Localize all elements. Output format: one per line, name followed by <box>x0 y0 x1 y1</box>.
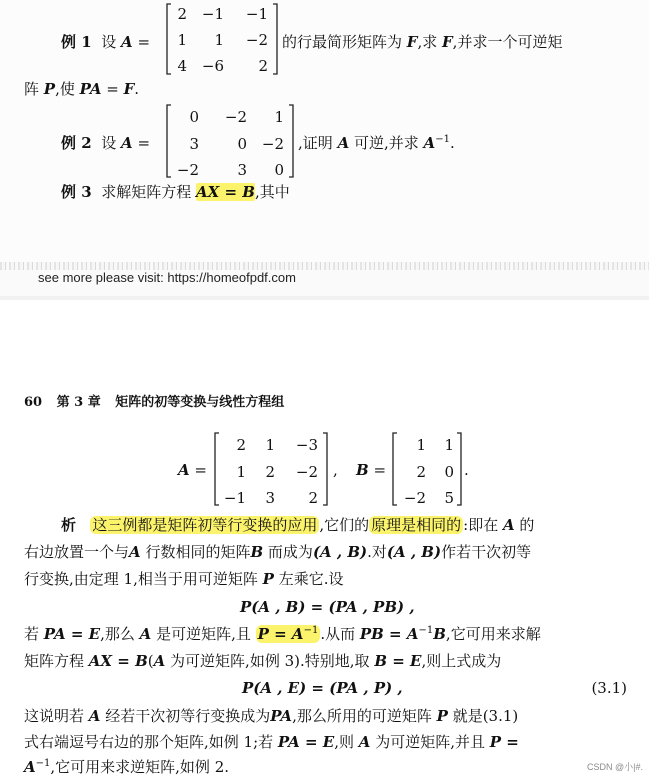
example-1-text: 的行最简形矩阵为 F,求 F,并求一个可逆矩 <box>282 33 563 51</box>
matrix-cell: 2 <box>265 463 275 481</box>
matrix-cell: −2 <box>224 108 247 126</box>
matrix-cell: 3 <box>237 161 247 179</box>
watermark-text: see more please visit: https://homeofpdf.com <box>38 270 296 285</box>
matrix-cell: 0 <box>237 135 247 153</box>
matrix-ex1 <box>166 3 278 75</box>
chapter-title: 矩阵的初等变换与线性方程组 <box>115 395 285 410</box>
matrix-cell: −6 <box>201 57 224 75</box>
example-3-label: 例 3 <box>61 183 92 201</box>
example-3-line: 例 3 求解矩阵方程 AX = B,其中 <box>61 183 290 201</box>
left-bracket <box>167 105 171 177</box>
matrix-cell: 3 <box>265 489 275 507</box>
highlight-principle: 这三例都是矩阵初等行变换的应用 <box>92 516 318 534</box>
matrix-cell: 1 <box>265 436 275 454</box>
matrix-cell: 5 <box>444 489 454 507</box>
analysis-line-3: 行变换,由定理 1,相当于用可逆矩阵 P 左乘它.设 <box>24 570 344 588</box>
left-bracket <box>393 433 397 505</box>
example-2-text: ,证明 A 可逆,并求 $A^{-1}$. <box>298 134 455 152</box>
matrix-cell: −2 <box>245 31 268 49</box>
matrix-cell: −1 <box>201 5 224 23</box>
chapter-number: 第 3 章 <box>56 395 101 410</box>
equation-number: (3.1) <box>591 679 627 697</box>
matrix-cell: −1 <box>245 5 268 23</box>
right-bracket <box>323 433 327 505</box>
matrix-cell: −1 <box>223 489 246 507</box>
analysis-line-1: 析 这三例都是矩阵初等行变换的应用 ,它们的 原理是相同的 :即在 A 的 <box>61 516 535 534</box>
matrix-cell: 0 <box>444 463 454 481</box>
matrix-cell: 3 <box>189 135 199 153</box>
matrix-cell: −2 <box>176 161 199 179</box>
matrix-b-label: B = <box>356 461 387 479</box>
matrix-cell: −2 <box>261 135 284 153</box>
matrix-cell: −2 <box>403 489 426 507</box>
matrix-cell: 4 <box>177 57 187 75</box>
example-1-line: 例 1 设 A = <box>61 33 151 51</box>
left-bracket <box>215 433 219 505</box>
page-number: 60 <box>24 395 43 410</box>
right-bracket <box>289 105 293 177</box>
matrix-cell: 2 <box>236 436 246 454</box>
matrix-cell: 1 <box>416 436 426 454</box>
matrix-cell: 0 <box>274 161 284 179</box>
matrix-cell: 1 <box>274 108 284 126</box>
right-bracket <box>273 4 277 74</box>
left-bracket <box>167 4 171 74</box>
matrix-a-label: A = <box>178 461 207 479</box>
analysis-line-8: 这说明若 A 经若干次初等行变换成为PA,那么所用的可逆矩阵 P 就是(3.1) <box>24 707 519 725</box>
page-header <box>24 391 294 410</box>
matrix-a <box>214 432 328 506</box>
matrix-b <box>392 432 462 506</box>
analysis-label: 析 <box>61 516 77 534</box>
matrix-cell: 1 <box>236 463 246 481</box>
example-1-label: 例 1 <box>61 33 92 51</box>
right-bracket <box>457 433 461 505</box>
matrix-cell: −3 <box>295 436 318 454</box>
matrix-cell: 2 <box>258 57 268 75</box>
matrix-cell: 2 <box>177 5 187 23</box>
analysis-line-5: 若 PA = E,那么 A 是可逆矩阵,且 $P = A^{-1}$ .从而 PB = $A^{-1}B$,它可用来求解 <box>24 625 541 643</box>
matrix-cell: 1 <box>214 31 224 49</box>
highlight-same: 原理是相同的 <box>371 516 462 534</box>
matrix-b-end: . <box>464 461 469 479</box>
matrix-cell: 2 <box>416 463 426 481</box>
analysis-line-9: 式右端逗号右边的那个矩阵,如例 1;若 PA = E,则 A 为可逆矩阵,并且 P = <box>24 733 519 751</box>
example-2-label: 例 2 <box>61 134 92 152</box>
analysis-line-2: 右边放置一个与A 行数相同的矩阵B 而成为(A , B).对(A , B)作若干次初等 <box>24 543 532 561</box>
example-2-line: 例 2 设 A = <box>61 134 151 152</box>
example-1-line2: 阵 P,使 PA = F. <box>24 80 140 98</box>
matrix-cell: 2 <box>308 489 318 507</box>
matrix-separator: , <box>333 461 338 479</box>
matrix-ex2 <box>166 104 294 178</box>
matrix-cell: 0 <box>189 108 199 126</box>
highlight-ax-b: AX = B <box>196 183 255 201</box>
highlight-p-inverse: $P = A^{-1}$ <box>257 625 319 643</box>
analysis-line-10: $A^{-1}$,它可用来求逆矩阵,如例 2. <box>24 758 230 776</box>
matrix-cell: 1 <box>444 436 454 454</box>
analysis-line-6: 矩阵方程 AX = B(A 为可逆矩阵,如例 3).特别地,取 B = E,则上式成为 <box>24 652 502 670</box>
torn-edge <box>0 262 649 270</box>
matrix-cell: −2 <box>295 463 318 481</box>
csdn-watermark: CSDN @小|#. <box>587 762 643 772</box>
matrix-cell: 1 <box>177 31 187 49</box>
equation-2: P(A , E) = (PA , P) , <box>242 679 403 697</box>
equation-1: P(A , B) = (PA , PB) , <box>240 598 415 616</box>
